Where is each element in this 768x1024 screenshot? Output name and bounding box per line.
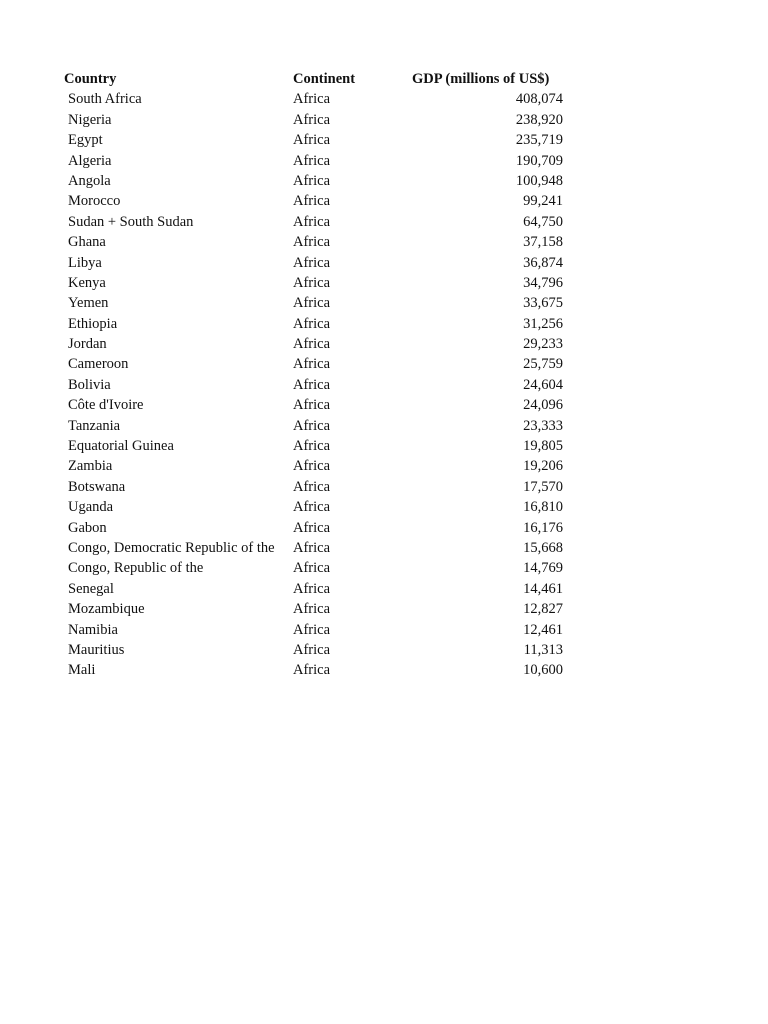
- continent-cell: Africa: [293, 519, 331, 536]
- header-country: Country: [64, 71, 117, 87]
- country-cell: Algeria: [68, 152, 112, 169]
- table-row: [0, 579, 768, 599]
- continent-cell: Africa: [293, 274, 331, 291]
- table-row: [0, 375, 768, 395]
- country-cell: Gabon: [68, 519, 107, 536]
- gdp-cell: 19,805: [523, 438, 563, 455]
- continent-cell: Africa: [293, 376, 331, 393]
- table-row: [0, 253, 768, 273]
- gdp-cell: 190,709: [515, 152, 563, 169]
- gdp-cell: 24,604: [523, 376, 563, 393]
- table-row: [0, 660, 768, 680]
- country-cell: South Africa: [68, 91, 142, 108]
- gdp-cell: 15,668: [523, 539, 563, 556]
- gdp-cell: 34,796: [523, 274, 563, 291]
- country-cell: Ghana: [68, 234, 106, 251]
- table-row: [0, 354, 768, 374]
- gdp-cell: 16,810: [523, 499, 563, 516]
- country-cell: Egypt: [68, 132, 103, 149]
- continent-cell: Africa: [293, 560, 331, 577]
- gdp-cell: 17,570: [523, 478, 563, 495]
- table-row: [0, 191, 768, 211]
- gdp-cell: 14,461: [523, 580, 563, 597]
- gdp-cell: 64,750: [523, 213, 563, 230]
- table-row: [0, 538, 768, 558]
- country-cell: Mozambique: [68, 601, 145, 618]
- gdp-cell: 25,759: [523, 356, 563, 373]
- continent-cell: Africa: [293, 132, 331, 149]
- country-cell: Zambia: [68, 458, 113, 475]
- country-cell: Congo, Republic of the: [68, 560, 204, 577]
- country-cell: Mauritius: [68, 641, 125, 658]
- country-cell: Nigeria: [68, 111, 112, 128]
- continent-cell: Africa: [293, 356, 331, 373]
- country-cell: Bolivia: [68, 376, 111, 393]
- gdp-cell: 37,158: [523, 234, 563, 251]
- table-row: [0, 395, 768, 415]
- table-body: [0, 89, 768, 680]
- country-cell: Morocco: [68, 193, 121, 210]
- continent-cell: Africa: [293, 295, 331, 312]
- table-row: [0, 334, 768, 354]
- table-row: [0, 171, 768, 191]
- table-row: [0, 497, 768, 517]
- table-row: [0, 640, 768, 660]
- continent-cell: Africa: [293, 580, 331, 597]
- gdp-cell: 11,313: [523, 641, 563, 658]
- gdp-cell: 31,256: [523, 315, 563, 332]
- table-row: [0, 110, 768, 130]
- continent-cell: Africa: [293, 438, 331, 455]
- gdp-cell: 235,719: [515, 132, 563, 149]
- gdp-cell: 36,874: [523, 254, 563, 271]
- country-cell: Cameroon: [68, 356, 129, 373]
- continent-cell: Africa: [293, 499, 331, 516]
- table-row: [0, 89, 768, 109]
- table-row: [0, 477, 768, 497]
- continent-cell: Africa: [293, 478, 331, 495]
- country-cell: Angola: [68, 172, 111, 189]
- table-row: [0, 456, 768, 476]
- continent-cell: Africa: [293, 111, 331, 128]
- continent-cell: Africa: [293, 315, 331, 332]
- continent-cell: Africa: [293, 397, 331, 414]
- table-row: [0, 232, 768, 252]
- country-cell: Namibia: [68, 621, 118, 638]
- country-cell: Congo, Democratic Republic of the: [68, 539, 275, 556]
- table-row: [0, 151, 768, 171]
- table-row: [0, 599, 768, 619]
- header-continent: Continent: [293, 71, 356, 87]
- continent-cell: Africa: [293, 254, 331, 271]
- continent-cell: Africa: [293, 193, 331, 210]
- gdp-cell: 16,176: [523, 519, 563, 536]
- continent-cell: Africa: [293, 458, 331, 475]
- country-cell: Yemen: [68, 295, 109, 312]
- continent-cell: Africa: [293, 621, 331, 638]
- country-cell: Ethiopia: [68, 315, 118, 332]
- gdp-cell: 99,241: [523, 193, 563, 210]
- gdp-cell: 12,827: [523, 601, 563, 618]
- gdp-cell: 100,948: [515, 172, 563, 189]
- continent-cell: Africa: [293, 234, 331, 251]
- country-cell: Equatorial Guinea: [68, 438, 174, 455]
- country-cell: Kenya: [68, 274, 106, 291]
- gdp-cell: 12,461: [523, 621, 563, 638]
- gdp-cell: 10,600: [523, 662, 563, 679]
- gdp-cell: 19,206: [523, 458, 563, 475]
- continent-cell: Africa: [293, 662, 331, 679]
- country-cell: Jordan: [68, 336, 107, 353]
- gdp-cell: 24,096: [523, 397, 563, 414]
- continent-cell: Africa: [293, 172, 331, 189]
- continent-cell: Africa: [293, 152, 331, 169]
- table-row: [0, 620, 768, 640]
- table-row: [0, 558, 768, 578]
- country-cell: Tanzania: [68, 417, 121, 434]
- country-cell: Senegal: [68, 580, 114, 597]
- table-row: [0, 436, 768, 456]
- gdp-cell: 23,333: [523, 417, 563, 434]
- country-cell: Botswana: [68, 478, 126, 495]
- gdp-table: [0, 69, 768, 681]
- continent-cell: Africa: [293, 417, 331, 434]
- table-row: [0, 518, 768, 538]
- gdp-cell: 33,675: [523, 295, 563, 312]
- continent-cell: Africa: [293, 601, 331, 618]
- gdp-cell: 29,233: [523, 336, 563, 353]
- continent-cell: Africa: [293, 539, 331, 556]
- table-row: [0, 314, 768, 334]
- header-gdp: GDP (millions of US$): [412, 71, 550, 87]
- table-row: [0, 212, 768, 232]
- continent-cell: Africa: [293, 213, 331, 230]
- gdp-cell: 238,920: [515, 111, 563, 128]
- country-cell: Libya: [68, 254, 102, 271]
- country-cell: Uganda: [68, 499, 114, 516]
- country-cell: Sudan + South Sudan: [68, 213, 194, 230]
- table-header-row: [0, 69, 768, 89]
- table-row: [0, 293, 768, 313]
- table-row: [0, 416, 768, 436]
- table-row: [0, 273, 768, 293]
- table-row: [0, 130, 768, 150]
- country-cell: Côte d'Ivoire: [68, 397, 144, 414]
- continent-cell: Africa: [293, 336, 331, 353]
- continent-cell: Africa: [293, 91, 331, 108]
- country-cell: Mali: [68, 662, 96, 679]
- continent-cell: Africa: [293, 641, 331, 658]
- gdp-cell: 14,769: [523, 560, 563, 577]
- gdp-cell: 408,074: [515, 91, 563, 108]
